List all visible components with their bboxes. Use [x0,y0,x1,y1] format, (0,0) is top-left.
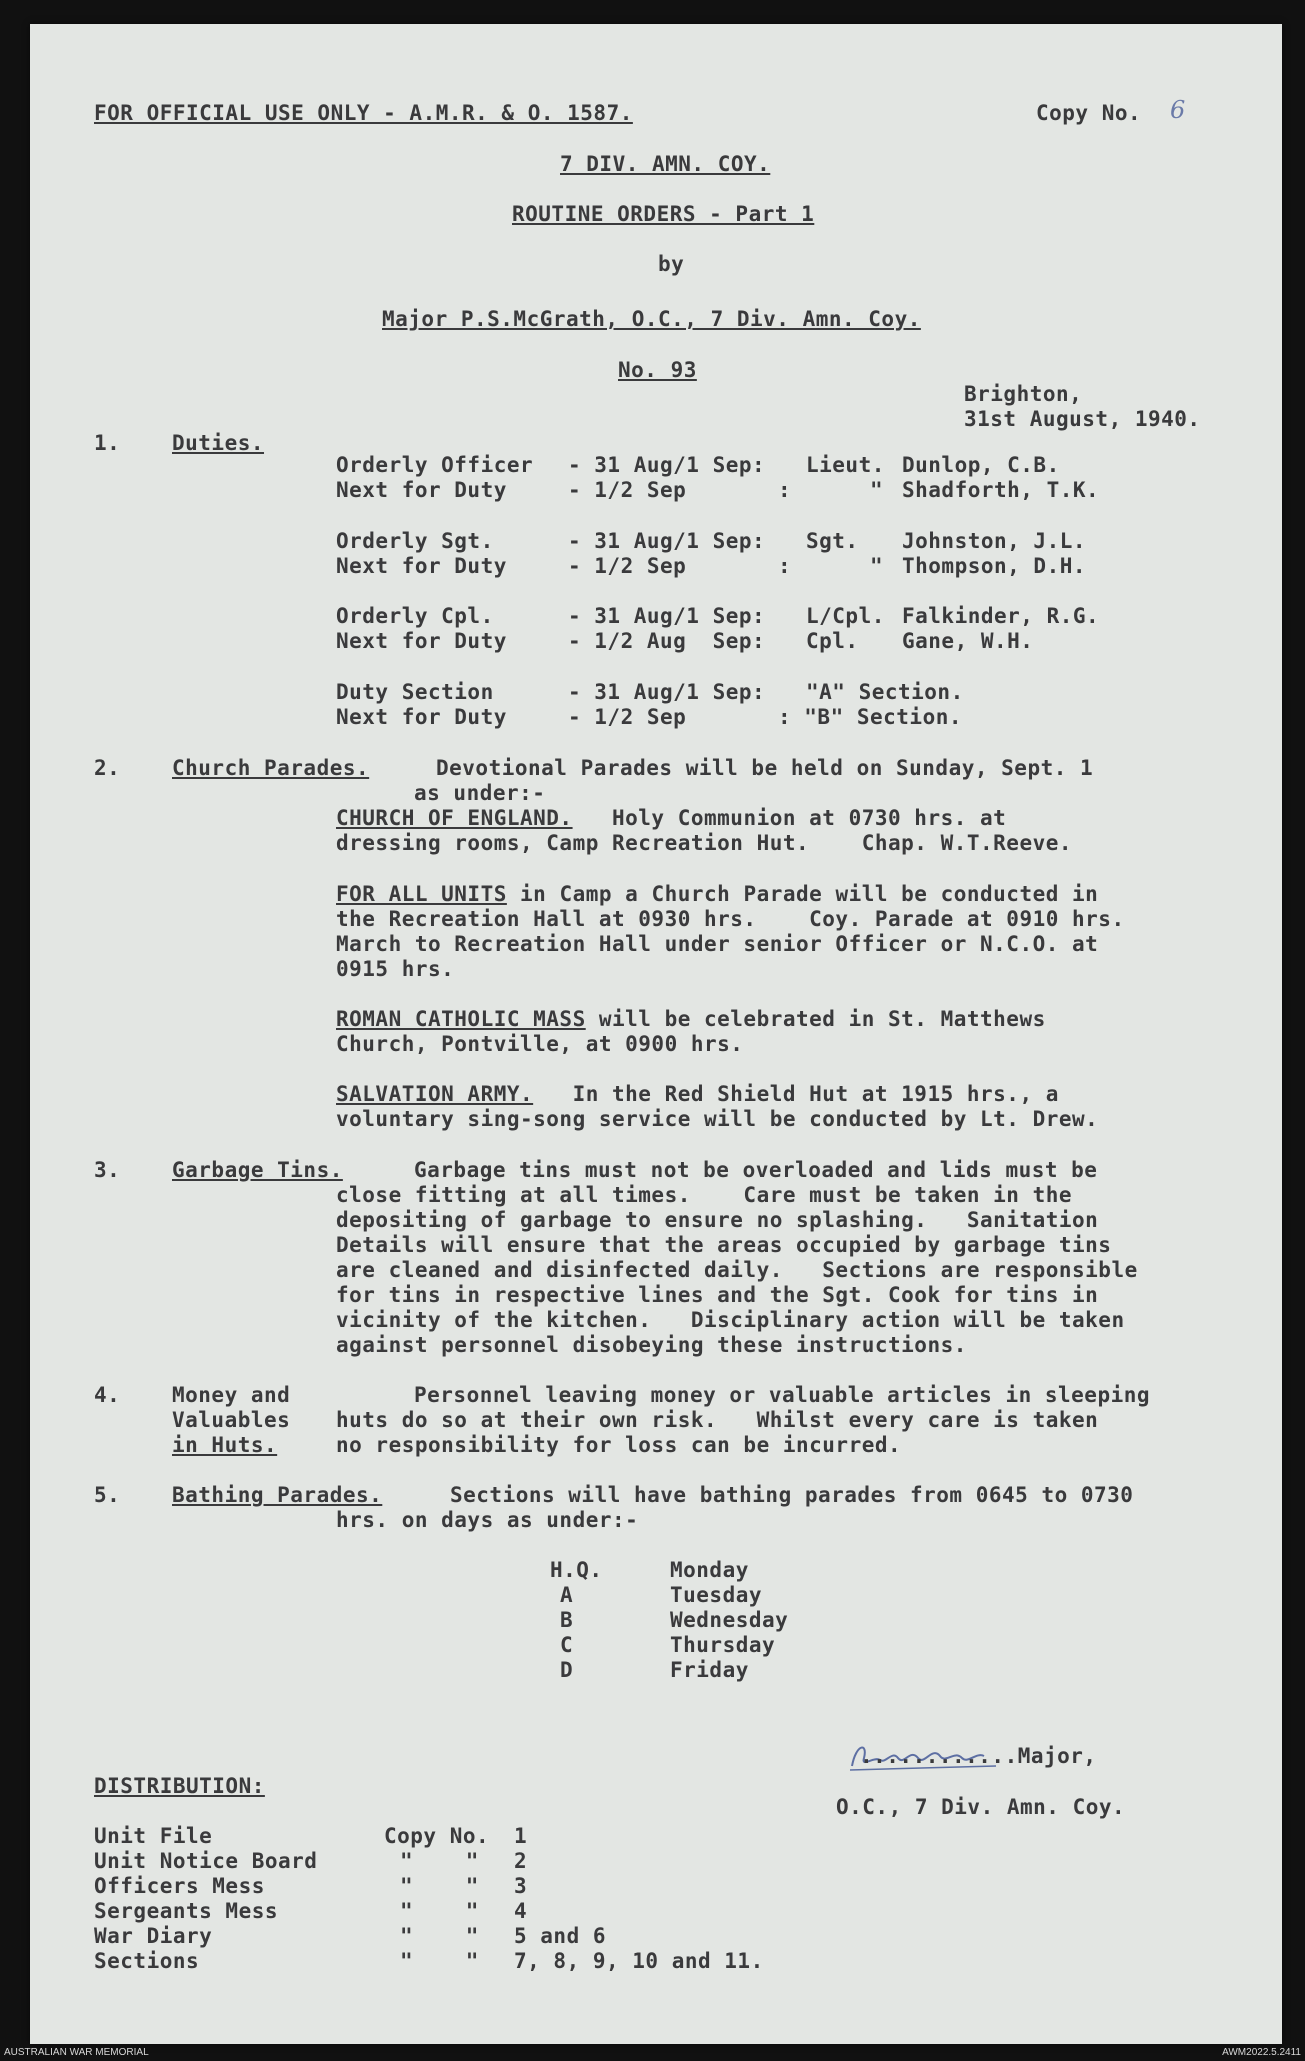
money-heading: in Huts. [172,1433,278,1457]
bathing-line: Sections will have bathing parades from 0645 to 0730 [450,1483,1134,1507]
distribution-recipient: Officers Mess [94,1874,265,1898]
schedule-section: A [560,1583,574,1607]
duty-dates: - 1/2 Sep [568,554,687,578]
duty-role: Next for Duty [336,705,507,729]
duty-dates: - 31 Aug/1 Sep: [568,529,766,553]
distribution-copy: " " [400,1899,479,1923]
schedule-day: Wednesday [670,1608,789,1632]
sa-line: voluntary sing-song service will be conducted by Lt. Drew. [336,1107,1099,1131]
distribution-numbers: 1 [514,1824,528,1848]
duty-role: Duty Section [336,680,494,704]
all-units-text: in Camp a Church Parade will be conducted in [506,882,1099,906]
para-1-number: 1. [94,431,121,455]
church-intro-line: Devotional Parades will be held on Sunday, Sept. 1 [436,756,1094,780]
garbage-line: Garbage tins must not be overloaded and lids must be [414,1158,1098,1182]
duties-heading: Duties. [172,431,265,455]
signature-rank: ............Major, [860,1744,1097,1768]
copy-number-handwritten: 6 [1170,96,1186,124]
distribution-copy: Copy No. [384,1824,490,1848]
garbage-line: close fitting at all times. Care must be taken in the [336,1183,1073,1207]
duty-name: Falkinder, R.G. [902,604,1100,628]
duty-rank: Cpl. [806,629,859,653]
schedule-section: C [560,1633,574,1657]
para-2-number: 2. [94,756,121,780]
garbage-line: for tins in respective lines and the Sgt. Cook for tins in [336,1283,1099,1307]
money-line: no responsibility for loss can be incurred. [336,1433,902,1457]
garbage-line: are cleaned and disinfected daily. Sections are responsible [336,1258,1138,1282]
money-heading: Valuables [172,1408,291,1432]
duty-name: Gane, W.H. [902,629,1034,653]
distribution-recipient: Unit File [94,1824,213,1848]
money-line: Personnel leaving money or valuable articles in sleeping [414,1383,1151,1407]
duty-name: Shadforth, T.K. [902,478,1100,502]
coe-line: dressing rooms, Camp Recreation Hut. Chap. W.T.Reeve. [336,831,1073,855]
sa-heading: SALVATION ARMY. [336,1082,534,1106]
distribution-numbers: 2 [514,1849,528,1873]
distribution-recipient: Unit Notice Board [94,1849,318,1873]
duty-role: Next for Duty [336,478,507,502]
duty-dates: - 31 Aug/1 Sep: [568,604,766,628]
duty-role: Orderly Sgt. [336,529,494,553]
duty-dates: - 1/2 Sep [568,478,687,502]
schedule-day: Friday [670,1658,749,1682]
all-units-line: March to Recreation Hall under senior Officer or N.C.O. at [336,932,1099,956]
para-3-number: 3. [94,1158,121,1182]
duty-rank: : " [778,478,884,502]
duty-dates: - 1/2 Aug Sep: [568,629,766,653]
money-line: huts do so at their own risk. Whilst every care is taken [336,1408,1099,1432]
coe-heading: CHURCH OF ENGLAND. [336,806,573,830]
coe-line [336,806,1006,831]
duty-name: Johnston, J.L. [902,529,1087,553]
duty-rank: Sgt. [806,529,859,553]
duty-rank: L/Cpl. [806,604,885,628]
schedule-day: Monday [670,1558,749,1582]
all-units-line [336,882,1098,907]
money-heading: Money and [172,1383,291,1407]
duty-rank: : "B" Section. [778,705,963,729]
all-units-heading: FOR ALL UNITS [336,882,507,906]
duty-name: Thompson, D.H. [902,554,1087,578]
duty-role: Orderly Officer [336,453,534,477]
distribution-recipient: Sections [94,1949,200,1973]
rc-heading: ROMAN CATHOLIC MASS [336,1007,586,1031]
garbage-line: depositing of garbage to ensure no splashing. Sanitation [336,1208,1099,1232]
distribution-recipient: Sergeants Mess [94,1899,279,1923]
footer-reference: AWM2022.5.2411 [1222,2047,1301,2058]
sa-text: In the Red Shield Hut at 1915 hrs., a [533,1082,1059,1106]
para-4-number: 4. [94,1383,121,1407]
para-5-number: 5. [94,1483,121,1507]
schedule-day: Tuesday [670,1583,763,1607]
sa-line [336,1082,1059,1107]
orders-title: ROUTINE ORDERS - Part 1 [512,202,815,226]
duty-rank: "A" Section. [806,680,964,704]
rc-line: Church, Pontville, at 0900 hrs. [336,1032,744,1056]
duty-dates: - 1/2 Sep [568,705,687,729]
distribution-recipient: War Diary [94,1924,213,1948]
distribution-numbers: 7, 8, 9, 10 and 11. [514,1949,764,1973]
place: Brighton, [964,382,1083,406]
copy-label: Copy No. [1036,101,1142,125]
commander-line: Major P.S.McGrath, O.C., 7 Div. Amn. Coy. [382,307,921,331]
duty-rank: : " [778,554,884,578]
all-units-line: 0915 hrs. [336,957,455,981]
rc-line [336,1007,1046,1032]
distribution-copy: " " [400,1849,479,1873]
distribution-numbers: 4 [514,1899,528,1923]
schedule-section: D [560,1658,574,1682]
duty-name: Dunlop, C.B. [902,453,1060,477]
schedule-section: B [560,1608,574,1632]
duty-dates: - 31 Aug/1 Sep: [568,680,766,704]
distribution-heading: DISTRIBUTION: [94,1774,265,1798]
garbage-line: against personnel disobeying these instructions. [336,1333,967,1357]
church-intro-line: as under:- [414,781,546,805]
by-line: by [658,252,685,276]
garbage-line: vicinity of the kitchen. Disciplinary action will be taken [336,1308,1125,1332]
distribution-numbers: 3 [514,1874,528,1898]
duty-role: Next for Duty [336,554,507,578]
church-heading: Church Parades. [172,756,370,780]
coe-text: Holy Communion at 0730 hrs. at [572,806,1007,830]
distribution-numbers: 5 and 6 [514,1924,607,1948]
duty-role: Next for Duty [336,629,507,653]
bathing-heading: Bathing Parades. [172,1483,383,1507]
garbage-line: Details will ensure that the areas occupied by garbage tins [336,1233,1112,1257]
duty-role: Orderly Cpl. [336,604,494,628]
schedule-section: H.Q. [550,1558,603,1582]
official-use-header: FOR OFFICIAL USE ONLY - A.M.R. & O. 1587. [94,101,633,125]
footer-archive: AUSTRALIAN WAR MEMORIAL [4,2047,149,2058]
distribution-copy: " " [400,1924,479,1948]
duty-dates: - 31 Aug/1 Sep: [568,453,766,477]
signature-appointment: O.C., 7 Div. Amn. Coy. [836,1795,1126,1819]
all-units-line: the Recreation Hall at 0930 hrs. Coy. Parade at 0910 hrs. [336,907,1125,931]
document-page [30,24,1282,2044]
garbage-heading: Garbage Tins. [172,1158,343,1182]
schedule-day: Thursday [670,1633,776,1657]
distribution-copy: " " [400,1874,479,1898]
order-number: No. 93 [618,358,697,382]
distribution-copy: " " [400,1949,479,1973]
bathing-line: hrs. on days as under:- [336,1508,639,1532]
date: 31st August, 1940. [964,407,1201,431]
rc-text: will be celebrated in St. Matthews [585,1007,1046,1031]
duty-rank: Lieut. [806,453,885,477]
unit-title: 7 DIV. AMN. COY. [560,152,771,176]
